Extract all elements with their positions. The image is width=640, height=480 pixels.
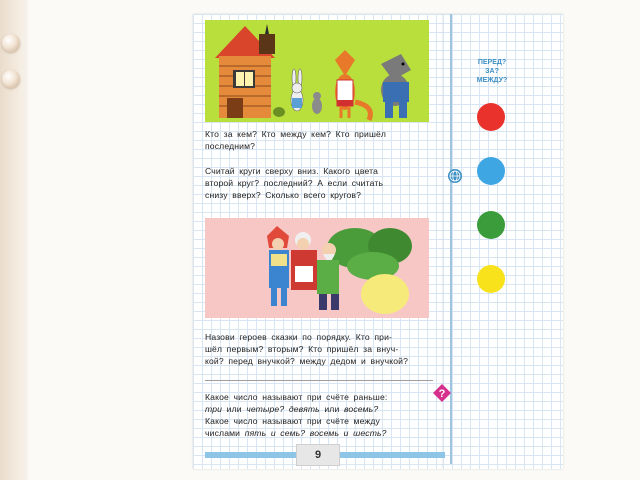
number-word: девять	[288, 404, 320, 414]
decorative-strip	[0, 0, 28, 480]
number-word: четыре?	[246, 404, 285, 414]
text-fragment: числами	[205, 428, 241, 438]
blue-circle	[477, 157, 505, 185]
margin-question-label	[458, 58, 526, 85]
text-fragment: или	[226, 404, 242, 414]
green-circle	[477, 211, 505, 239]
illustration-teremok	[205, 20, 429, 122]
text-line	[205, 427, 431, 439]
pearl-bead	[2, 34, 20, 52]
text-line: Какое число называют при счёте между	[205, 416, 380, 426]
text-line	[205, 403, 431, 415]
number-word: восемь?	[343, 404, 379, 414]
exercise-number-order	[205, 391, 431, 439]
text-line: Какое число называют при счёте раньше:	[205, 392, 388, 402]
exercise-fairy-tale-order	[205, 331, 431, 367]
text-line: последним?	[205, 141, 256, 151]
text-line: Кто за кем? Кто между кем? Кто пришёл	[205, 129, 387, 139]
pearl-bead	[2, 70, 20, 88]
text-line: Назови героев сказки по порядку. Кто при-	[205, 332, 393, 342]
text-line: кой? перед внучкой? между дедом и внучкой?	[205, 356, 409, 366]
label-line: МЕЖДУ?	[476, 77, 508, 84]
text-line: шёл первым? вторым? Кто пришёл за внуч-	[205, 344, 399, 354]
number-word: пять и семь?	[244, 428, 306, 438]
divider	[205, 380, 433, 381]
text-fragment: или	[324, 404, 340, 414]
illustration-turnip	[205, 218, 429, 318]
yellow-circle	[477, 265, 505, 293]
question-badge-icon	[432, 383, 452, 403]
text-line: Считай круги сверху вниз. Какого цвета	[205, 166, 379, 176]
label-line: ПЕРЕД?	[477, 59, 507, 66]
exercise-count-circles	[205, 165, 431, 201]
text-line: второй круг? последний? А если считать	[205, 178, 384, 188]
label-line: ЗА?	[485, 68, 499, 75]
page-number: 9	[296, 444, 340, 466]
number-word: три	[205, 404, 223, 414]
text-line: снизу вверх? Сколько всего кругов?	[205, 190, 362, 200]
svg-text:?: ?	[438, 388, 446, 400]
number-word: восемь и шесть?	[309, 428, 387, 438]
globe-icon	[447, 168, 463, 184]
red-circle	[477, 103, 505, 131]
exercise-who-behind-whom	[205, 128, 431, 152]
